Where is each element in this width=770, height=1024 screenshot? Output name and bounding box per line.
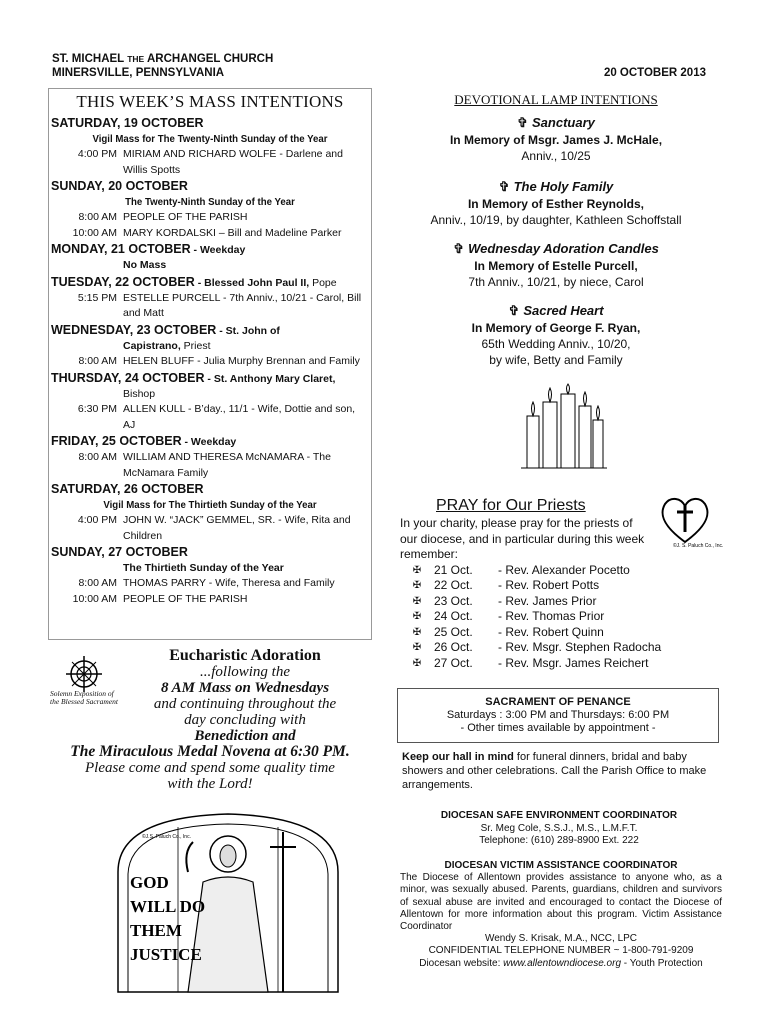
intention-entry <box>49 402 371 433</box>
intention-text: MARY KORDALSKI – Bill and Madeline Parker <box>123 226 342 239</box>
lamp-intention <box>395 240 717 290</box>
lamp-detail: 65th Wedding Anniv., 10/20, <box>481 337 631 351</box>
lamp-memory: In Memory of George F. Ryan, <box>471 321 641 335</box>
pray-intro: In your charity, please pray for the priests of our diocese, and in particular during this week remember: <box>400 516 645 561</box>
list-item <box>400 656 720 672</box>
day-heading <box>49 274 371 291</box>
justice-text-line: JUSTICE <box>130 945 202 964</box>
lamp-detail: 7th Anniv., 10/21, by niece, Carol <box>468 275 644 289</box>
day-continuation <box>49 339 371 355</box>
hall-notice-bold: Keep our hall in mind <box>402 751 514 763</box>
lamp-name: Sanctuary <box>532 115 595 130</box>
intention-text: THOMAS PARRY - Wife, Theresa and Family <box>123 577 335 589</box>
feast-line: Vigil Mass for The Twenty-Ninth Sunday of the Year <box>92 133 328 145</box>
exposition-caption-line: the Blessed Sacrament <box>50 697 118 706</box>
list-item <box>400 578 720 594</box>
lamp-detail: by wife, Betty and Family <box>489 353 623 367</box>
lamp-name: Wednesday Adoration Candles <box>468 241 659 256</box>
priest-date: 21 Oct. <box>434 562 473 577</box>
safe-environment-coordinator <box>397 810 721 848</box>
day-sub: - Weekday <box>190 244 246 256</box>
church-name-post: ARCHANGEL CHURCH <box>146 53 274 65</box>
day-sub: - St. Anthony Mary Claret, <box>204 372 336 385</box>
priest-date: 25 Oct. <box>434 624 473 639</box>
victim-name: Wendy S. Krisak, M.A., NCC, LPC <box>484 933 638 945</box>
day-sub-title: Pope <box>309 276 337 289</box>
church-location: MINERSVILLE, PENNSYLVANIA <box>52 67 225 79</box>
intention-entry <box>49 291 371 322</box>
intention-entry <box>49 354 371 370</box>
day-sub: - Weekday <box>181 436 237 448</box>
day-heading <box>49 241 371 258</box>
adoration-line: Benediction and <box>194 728 296 744</box>
lamp-detail: Anniv., 10/19, by daughter, Kathleen Schoffstall <box>430 213 682 227</box>
day-name: THURSDAY, 24 OCTOBER <box>51 370 205 385</box>
adoration-line: and continuing throughout the <box>153 696 337 712</box>
justice-text-line: THEM <box>130 921 182 940</box>
intention-text: WILLIAM AND THERESA McNAMARA - The McNamara Family <box>123 451 331 479</box>
lamp-memory: In Memory of Esther Reynolds, <box>467 197 645 211</box>
intention-text: PEOPLE OF THE PARISH <box>123 592 248 605</box>
adoration-line: with the Lord! <box>167 776 253 792</box>
day-heading <box>49 433 371 450</box>
lamp-detail: Anniv., 10/25 <box>521 149 591 163</box>
pray-title: PRAY for Our Priests <box>436 497 586 514</box>
priest-name: - Rev. James Prior <box>498 593 597 608</box>
day-heading: SUNDAY, 20 OCTOBER <box>51 179 188 193</box>
adoration-line: 8 AM Mass on Wednesdays <box>160 680 330 696</box>
lamp-intention <box>395 114 717 164</box>
mass-intentions-title: THIS WEEK’S MASS INTENTIONS <box>76 92 344 111</box>
cross-pattee-icon: ✠ <box>412 611 422 622</box>
penance-title: SACRAMENT OF PENANCE <box>485 696 631 708</box>
church-name-pre: ST. MICHAEL <box>52 53 124 65</box>
mass-time: 8:00 AM <box>78 451 117 463</box>
lamp-name: The Holy Family <box>513 179 614 194</box>
intention-entry <box>49 147 371 178</box>
mass-time: 6:30 PM <box>77 403 117 415</box>
saint-title: Priest <box>180 339 211 352</box>
victim-phone: CONFIDENTIAL TELEPHONE NUMBER ~ 1-800-791-9209 <box>428 945 694 957</box>
lamp-memory: In Memory of Estelle Purcell, <box>474 259 638 273</box>
mass-time: 4:00 PM <box>77 514 117 526</box>
cross-pattee-icon: ✠ <box>412 595 422 607</box>
mass-time: 10:00 AM <box>72 592 117 605</box>
day-name: MONDAY, 21 OCTOBER <box>51 242 191 256</box>
mass-time: 4:00 PM <box>77 148 117 160</box>
lamp-name: Sacred Heart <box>523 303 604 318</box>
intention-text: JOHN W. “JACK” GEMMEL, SR. - Wife, Rita and Children <box>123 514 351 542</box>
list-item <box>400 594 720 610</box>
heart-cross-icon <box>657 490 724 549</box>
day-heading: SATURDAY, 19 OCTOBER <box>51 116 204 130</box>
candles-icon <box>517 386 609 472</box>
intention-text: ESTELLE PURCELL - 7th Anniv., 10/21 - Carol, Bill and Matt <box>123 291 362 319</box>
eucharistic-adoration-notice <box>48 648 372 792</box>
hall-notice-text: for funeral dinners, bridal and baby showers and other celebrations. Call the Parish Office to make arrangements. <box>402 751 707 791</box>
penance-schedule: Saturdays : 3:00 PM and Thursdays: 6:00 PM <box>446 709 670 721</box>
adoration-line: ...following the <box>200 664 290 680</box>
intention-text: HELEN BLUFF - Julia Murphy Brennan and Family <box>123 355 360 367</box>
website-label: Diocesan website: <box>419 957 504 969</box>
intention-entry <box>49 513 371 544</box>
priest-date: 22 Oct. <box>434 578 473 592</box>
priest-name: - Rev. Robert Quinn <box>498 624 604 639</box>
cross-icon: ✞ <box>453 241 465 256</box>
intention-entry <box>49 210 371 226</box>
novena-line: The Miraculous Medal Novena at 6:30 PM. <box>70 743 350 760</box>
christ-illustration <box>108 812 348 992</box>
mass-time: 10:00 AM <box>72 226 117 239</box>
intention-entry <box>49 576 371 592</box>
day-heading <box>49 370 371 387</box>
intention-entry <box>49 592 371 608</box>
lamp-intention <box>395 178 717 228</box>
exposition-caption-line: Solemn Exposition of <box>50 689 114 698</box>
priest-name: - Rev. Msgr. James Reichert <box>498 655 649 670</box>
day-heading: SATURDAY, 26 OCTOBER <box>51 482 204 496</box>
day-name: TUESDAY, 22 OCTOBER <box>51 274 195 289</box>
intention-entry <box>49 450 371 481</box>
day-heading: SUNDAY, 27 OCTOBER <box>51 545 188 559</box>
priest-date: 24 Oct. <box>434 609 473 623</box>
adoration-line: day concluding with <box>184 712 306 728</box>
priest-date: 27 Oct. <box>434 655 473 670</box>
day-sub: - Blessed John Paul II, <box>194 276 310 289</box>
cross-icon: ✞ <box>508 303 520 318</box>
penance-note: - Other times available by appointment - <box>460 722 656 734</box>
intention-entry <box>49 226 371 242</box>
day-name: FRIDAY, 25 OCTOBER <box>51 434 182 448</box>
feast-line: The Thirtieth Sunday of the Year <box>123 562 284 574</box>
intention-text: MIRIAM AND RICHARD WOLFE - Darlene and Willis Spotts <box>123 148 343 176</box>
feast-line: The Twenty-Ninth Sunday of the Year <box>125 196 295 208</box>
cross-icon: ✞ <box>498 179 510 194</box>
bulletin-date: 20 OCTOBER 2013 <box>603 67 706 79</box>
safe-name: Sr. Meg Cole, S.S.J., M.S., L.M.F.T. <box>480 822 638 834</box>
devotional-lamp-intentions <box>395 90 717 368</box>
priest-name: - Rev. Thomas Prior <box>498 609 605 623</box>
day-continuation: Bishop <box>123 387 156 400</box>
heart-credit: ©J. S. Paluch Co., Inc. <box>673 543 724 549</box>
list-item <box>400 609 720 625</box>
website-suffix: - Youth Protection <box>621 957 703 969</box>
day-name: WEDNESDAY, 23 OCTOBER <box>51 322 217 337</box>
cross-pattee-icon: ✠ <box>412 580 422 591</box>
cross-pattee-icon: ✠ <box>412 626 422 638</box>
victim-title: DIOCESAN VICTIM ASSISTANCE COORDINATOR <box>444 860 678 871</box>
lamp-memory: In Memory of Msgr. James J. McHale, <box>449 133 663 147</box>
priest-name: - Rev. Robert Potts <box>498 578 600 592</box>
justice-text-line: GOD <box>130 873 169 892</box>
cross-pattee-icon: ✠ <box>412 642 422 653</box>
victim-assistance-coordinator <box>400 860 722 970</box>
website-link[interactable]: www.allentowndiocese.org <box>503 957 622 969</box>
mass-time: 8:00 AM <box>78 355 117 367</box>
mass-time: 5:15 PM <box>77 291 117 304</box>
priest-list <box>400 563 720 672</box>
day-heading <box>49 322 371 339</box>
intention-text: PEOPLE OF THE PARISH <box>123 211 248 223</box>
priest-name: - Rev. Msgr. Stephen Radocha <box>498 640 662 654</box>
cross-pattee-icon: ✠ <box>412 564 422 576</box>
diocesan-website <box>400 958 722 970</box>
cross-pattee-icon: ✠ <box>412 657 422 669</box>
saint-name: Capistrano, <box>123 339 181 352</box>
cross-icon: ✞ <box>517 115 529 130</box>
no-mass-note: No Mass <box>123 259 167 271</box>
church-header <box>52 52 273 80</box>
priest-name: - Rev. Alexander Pocetto <box>498 562 630 577</box>
hall-notice <box>402 750 720 792</box>
adoration-line: Please come and spend some quality time <box>85 760 335 776</box>
list-item <box>400 640 720 656</box>
mass-time: 8:00 AM <box>78 211 117 223</box>
feast-line: Vigil Mass for The Thirtieth Sunday of the Year <box>103 499 317 511</box>
list-item <box>400 563 720 579</box>
priest-date: 26 Oct. <box>434 640 473 654</box>
mass-intentions-box <box>48 88 372 640</box>
safe-title: DIOCESAN SAFE ENVIRONMENT COORDINATOR <box>440 810 678 821</box>
church-name-the: THE <box>127 54 145 64</box>
sacrament-of-penance-box <box>397 688 719 743</box>
victim-paragraph: The Diocese of Allentown provides assistance to anyone who, as a minor, was sexually abused. Parents, guardians, children and survivors of sexual abuse are invited and encouraged to contact the Diocese of Allentown for more information about this program. Victim Assistance Coordinator <box>400 872 722 933</box>
priest-date: 23 Oct. <box>434 593 473 608</box>
adoration-title: Eucharistic Adoration <box>169 647 321 664</box>
lamp-intention <box>395 302 717 368</box>
intention-text: ALLEN KULL - B’day., 11/1 - Wife, Dottie and son, AJ <box>123 403 356 431</box>
mass-time: 8:00 AM <box>78 577 117 589</box>
illustration-credit: ©J.S. Paluch Co., Inc. <box>142 834 191 840</box>
day-sub: - St. John of <box>216 324 280 337</box>
list-item <box>400 625 720 641</box>
justice-text-line: WILL DO <box>130 897 206 916</box>
devotional-title: DEVOTIONAL LAMP INTENTIONS <box>454 92 658 107</box>
safe-phone: Telephone: (610) 289-8900 Ext. 222 <box>479 835 639 846</box>
